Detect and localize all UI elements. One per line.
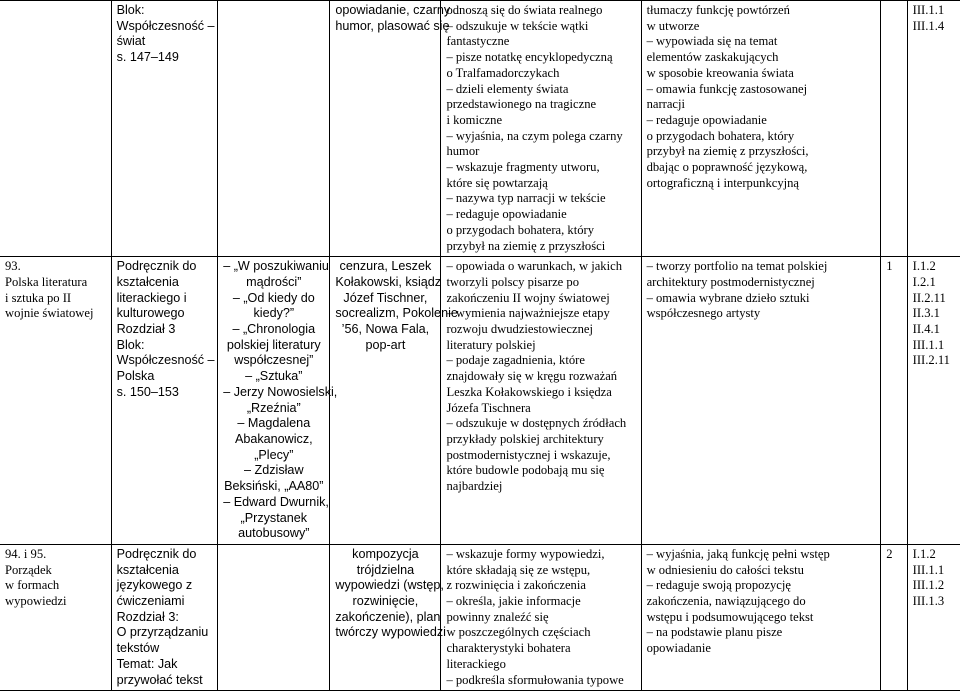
cell-line: – wypowiada się na temat bbox=[646, 34, 778, 49]
cell-line: kompozycja bbox=[352, 546, 419, 561]
cell-line: – pisze notatkę encyklopedyczną bbox=[446, 50, 613, 65]
basic-requirements-cell bbox=[441, 257, 641, 545]
textbook-cell bbox=[111, 257, 218, 545]
cell-line: – redaguje swoją propozycję bbox=[646, 578, 791, 593]
cell-line: III.1.1 bbox=[912, 337, 945, 352]
cell-line: przykłady polskiej architektury bbox=[446, 431, 604, 446]
cell-line: Temat: Jak bbox=[116, 656, 178, 671]
cell-line: z rozwinięcia i zakończenia bbox=[446, 578, 586, 593]
cell-line: przybył na ziemię z przyszłości bbox=[446, 238, 606, 253]
cell-line: – wyjaśnia, jaką funkcję pełni wstęp bbox=[646, 546, 830, 561]
cell-line: – „W poszukiwaniu bbox=[223, 259, 329, 274]
lesson-cell bbox=[0, 257, 111, 545]
cell-line: wypowiedzi bbox=[5, 594, 67, 609]
cell-line: w utworze bbox=[646, 18, 700, 33]
cell-line: cenzura, Leszek bbox=[339, 259, 432, 274]
cell-line: – Magdalena bbox=[237, 416, 311, 431]
cell-line: kiedy?” bbox=[253, 306, 295, 321]
cell-line: – „Sztuka” bbox=[245, 369, 303, 384]
cell-line: narracji bbox=[646, 97, 686, 112]
cell-line: które się powtarzają bbox=[446, 175, 548, 190]
cell-line: humor bbox=[446, 144, 480, 159]
terms-cell bbox=[330, 544, 446, 690]
cell-line: wypowiedzi (wstęp, bbox=[335, 578, 444, 593]
cell-line: Józef Tischner, bbox=[343, 290, 428, 305]
cell-line: współczesnej” bbox=[234, 353, 314, 368]
cell-line: III.2.11 bbox=[912, 353, 950, 368]
cell-line: architektury postmodernistycznej bbox=[646, 274, 815, 289]
cell-line: przedstawionego na tragiczne bbox=[446, 97, 597, 112]
terms-cell bbox=[330, 257, 458, 545]
table-row bbox=[0, 544, 960, 690]
cell-line: – odszukuje w dostępnych źródłach bbox=[446, 416, 627, 431]
lesson-cell bbox=[0, 1, 111, 257]
cell-line: trójdzielna bbox=[356, 562, 415, 577]
cell-line: zakończenia, nawiązującego do bbox=[646, 594, 806, 609]
extended-requirements-cell bbox=[641, 544, 881, 690]
cell-line: – tworzy portfolio na temat polskiej bbox=[646, 259, 828, 274]
cell-line: s. 150–153 bbox=[116, 384, 179, 399]
cell-line: dbając o poprawność językową, bbox=[646, 160, 808, 175]
cell-line: – podkreśla sformułowania typowe bbox=[446, 672, 624, 687]
terms-cell bbox=[330, 1, 451, 257]
cell-line: w formach bbox=[5, 578, 60, 593]
cell-line: autobusowy” bbox=[238, 526, 310, 541]
table-row bbox=[0, 257, 960, 545]
cell-line: – omawia wybrane dzieło sztuki bbox=[646, 290, 810, 305]
cell-line: – wskazuje fragmenty utworu, bbox=[446, 160, 600, 175]
cell-line: – podaje zagadnienia, które bbox=[446, 353, 585, 368]
cell-line: Współczesność – bbox=[116, 353, 215, 368]
cell-line: Rozdział 3: bbox=[116, 609, 179, 624]
cell-line: o Tralfamadorczykach bbox=[446, 65, 560, 80]
cell-line: ortograficzną i interpunkcyjną bbox=[646, 175, 800, 190]
cell-line: – odszukuje w tekście wątki bbox=[446, 18, 589, 33]
cell-line: postmodernistycznej i wskazuje, bbox=[446, 447, 611, 462]
cell-line: kształcenia bbox=[116, 274, 179, 289]
cell-line: – opowiada o warunkach, w jakich bbox=[446, 259, 622, 274]
cell-line: 94. i 95. bbox=[5, 546, 47, 561]
cell-line: w sposobie kreowania świata bbox=[646, 65, 794, 80]
cell-line: Józefa Tischnera bbox=[446, 400, 531, 415]
cell-line: ’56, Nowa Fala, bbox=[341, 322, 430, 337]
cell-line: III.1.2 bbox=[912, 578, 945, 593]
cell-line: wstępu i podsumowującego tekst bbox=[646, 609, 814, 624]
cell-line: charakterystyki bohatera bbox=[446, 641, 571, 656]
cell-line: – wskazuje formy wypowiedzi, bbox=[446, 546, 605, 561]
cell-line: Kołakowski, ksiądz bbox=[335, 274, 442, 289]
cell-line: w poszczególnych częściach bbox=[446, 625, 591, 640]
cell-line: o przygodach bohatera, który bbox=[446, 222, 595, 237]
cell-line: Abakanowicz, bbox=[234, 431, 313, 446]
cell-line: I.1.2 bbox=[912, 546, 936, 561]
cell-line: przybył na ziemię z przyszłości, bbox=[646, 144, 809, 159]
cell-line: Blok: bbox=[116, 337, 145, 352]
cell-line: Polska literatura bbox=[5, 274, 88, 289]
hours-cell bbox=[881, 257, 907, 545]
cell-line: opowiadanie, czarny bbox=[335, 3, 451, 17]
cell-line: – nazywa typ narracji w tekście bbox=[446, 191, 606, 206]
cell-line: Polska bbox=[116, 369, 155, 384]
cell-line: II.2.11 bbox=[912, 290, 946, 305]
cell-line: znajdowały się w kręgu rozważań bbox=[446, 369, 618, 384]
cell-line: pop-art bbox=[365, 337, 406, 352]
hours-cell bbox=[881, 1, 907, 257]
cell-line: Podręcznik do bbox=[116, 259, 197, 274]
cell-line: ćwiczeniami bbox=[116, 594, 185, 609]
basic-requirements-cell bbox=[441, 544, 641, 690]
standards-cell bbox=[907, 257, 960, 545]
cell-line: I.1.2 bbox=[912, 259, 936, 274]
cell-line: w odniesieniu do całości tekstu bbox=[646, 562, 804, 577]
cell-line: socrealizm, Pokolenie bbox=[335, 306, 458, 321]
cell-line: 1 bbox=[886, 259, 893, 274]
standards-cell bbox=[907, 1, 960, 257]
cell-line: zakończenie), plan bbox=[335, 609, 441, 624]
cell-line: – omawia funkcję zastosowanej bbox=[646, 81, 808, 96]
cell-line: Beksiński, „AA80” bbox=[224, 479, 324, 494]
cell-line: s. 147–149 bbox=[116, 50, 179, 65]
cell-line: kulturowego bbox=[116, 306, 185, 321]
cell-line: – „Chronologia bbox=[232, 322, 316, 337]
texts-cell bbox=[218, 1, 330, 257]
cell-line: Podręcznik do bbox=[116, 546, 197, 561]
cell-line: III.1.1 bbox=[912, 3, 945, 17]
table-row bbox=[0, 1, 960, 257]
cell-line: zakończeniu II wojny światowej bbox=[446, 290, 610, 305]
cell-line: „Rzeźnia” bbox=[246, 400, 301, 415]
textbook-cell bbox=[111, 544, 218, 690]
cell-line: odnoszą się do świata realnego bbox=[446, 3, 603, 17]
cell-line: „Przystanek bbox=[240, 510, 308, 525]
cell-line: – „Od kiedy do bbox=[232, 290, 315, 305]
texts-cell bbox=[218, 257, 338, 545]
cell-line: III.1.1 bbox=[912, 562, 945, 577]
cell-line: – Zdzisław bbox=[244, 463, 304, 478]
cell-line: literackiego bbox=[446, 656, 506, 671]
cell-line: 2 bbox=[886, 546, 893, 561]
cell-line: Współczesność – bbox=[116, 18, 215, 33]
cell-line: mądrości” bbox=[246, 274, 302, 289]
cell-line: rozwinięcie, bbox=[352, 594, 419, 609]
cell-line: i sztuka po II bbox=[5, 290, 72, 305]
cell-line: I.2.1 bbox=[912, 274, 936, 289]
cell-line: humor, plasować się bbox=[335, 18, 450, 33]
lesson-cell bbox=[0, 544, 111, 690]
cell-line: twórczy wypowiedzi bbox=[335, 625, 446, 640]
cell-line: polskiej literatury bbox=[226, 337, 321, 352]
cell-line: i komiczne bbox=[446, 112, 503, 127]
cell-line: III.1.3 bbox=[912, 594, 945, 609]
cell-line: najbardziej bbox=[446, 479, 503, 494]
extended-requirements-cell bbox=[641, 257, 881, 545]
cell-line: 93. bbox=[5, 259, 21, 274]
cell-line: elementów zaskakujących bbox=[646, 50, 779, 65]
cell-line: tekstów bbox=[116, 641, 160, 656]
texts-cell bbox=[218, 544, 330, 690]
cell-line: powinny znaleźć się bbox=[446, 609, 549, 624]
cell-line: – Edward Dwurnik, bbox=[223, 494, 329, 509]
extended-requirements-cell bbox=[641, 1, 881, 257]
cell-line: literatury polskiej bbox=[446, 337, 536, 352]
cell-line: II.4.1 bbox=[912, 322, 940, 337]
basic-requirements-cell bbox=[441, 1, 641, 257]
cell-line: współczesnego artysty bbox=[646, 306, 761, 321]
cell-line: językowego z bbox=[116, 578, 193, 593]
cell-line: Rozdział 3 bbox=[116, 322, 176, 337]
hours-cell bbox=[881, 544, 907, 690]
cell-line: wojnie światowej bbox=[5, 306, 94, 321]
cell-line: – redaguje opowiadanie bbox=[446, 207, 567, 222]
cell-line: „Plecy” bbox=[254, 447, 294, 462]
cell-line: fantastyczne bbox=[446, 34, 510, 49]
cell-line: literackiego i bbox=[116, 290, 187, 305]
cell-line: opowiadanie bbox=[646, 641, 711, 656]
cell-line: o przygodach bohatera, który bbox=[646, 128, 795, 143]
standards-cell bbox=[907, 544, 960, 690]
cell-line: – redaguje opowiadanie bbox=[646, 112, 767, 127]
cell-line: – określa, jakie informacje bbox=[446, 594, 581, 609]
cell-line: Porządek bbox=[5, 562, 52, 577]
cell-line: przywołać tekst bbox=[116, 672, 203, 687]
cell-line: – wymienia najważniejsze etapy bbox=[446, 306, 610, 321]
textbook-cell bbox=[111, 1, 218, 257]
cell-line: – Jerzy Nowosielski, bbox=[223, 384, 338, 399]
cell-line: które budowle podobają mu się bbox=[446, 463, 605, 478]
cell-line: II.3.1 bbox=[912, 306, 940, 321]
cell-line: tworzyli polscy pisarze po bbox=[446, 274, 579, 289]
cell-line: O przyrządzaniu bbox=[116, 625, 209, 640]
cell-line: świat bbox=[116, 34, 146, 49]
cell-line: III.1.4 bbox=[912, 18, 945, 33]
cell-line: Leszka Kołakowskiego i księdza bbox=[446, 384, 612, 399]
cell-line: – na podstawie planu pisze bbox=[646, 625, 783, 640]
cell-line: – dzieli elementy świata bbox=[446, 81, 569, 96]
cell-line: tłumaczy funkcję powtórzeń bbox=[646, 3, 790, 17]
cell-line: – wyjaśnia, na czym polega czarny bbox=[446, 128, 623, 143]
cell-line: rozwoju dwudziestowiecznej bbox=[446, 322, 593, 337]
cell-line: które składają się ze wstępu, bbox=[446, 562, 591, 577]
cell-line: kształcenia bbox=[116, 562, 179, 577]
cell-line: Blok: bbox=[116, 3, 145, 17]
